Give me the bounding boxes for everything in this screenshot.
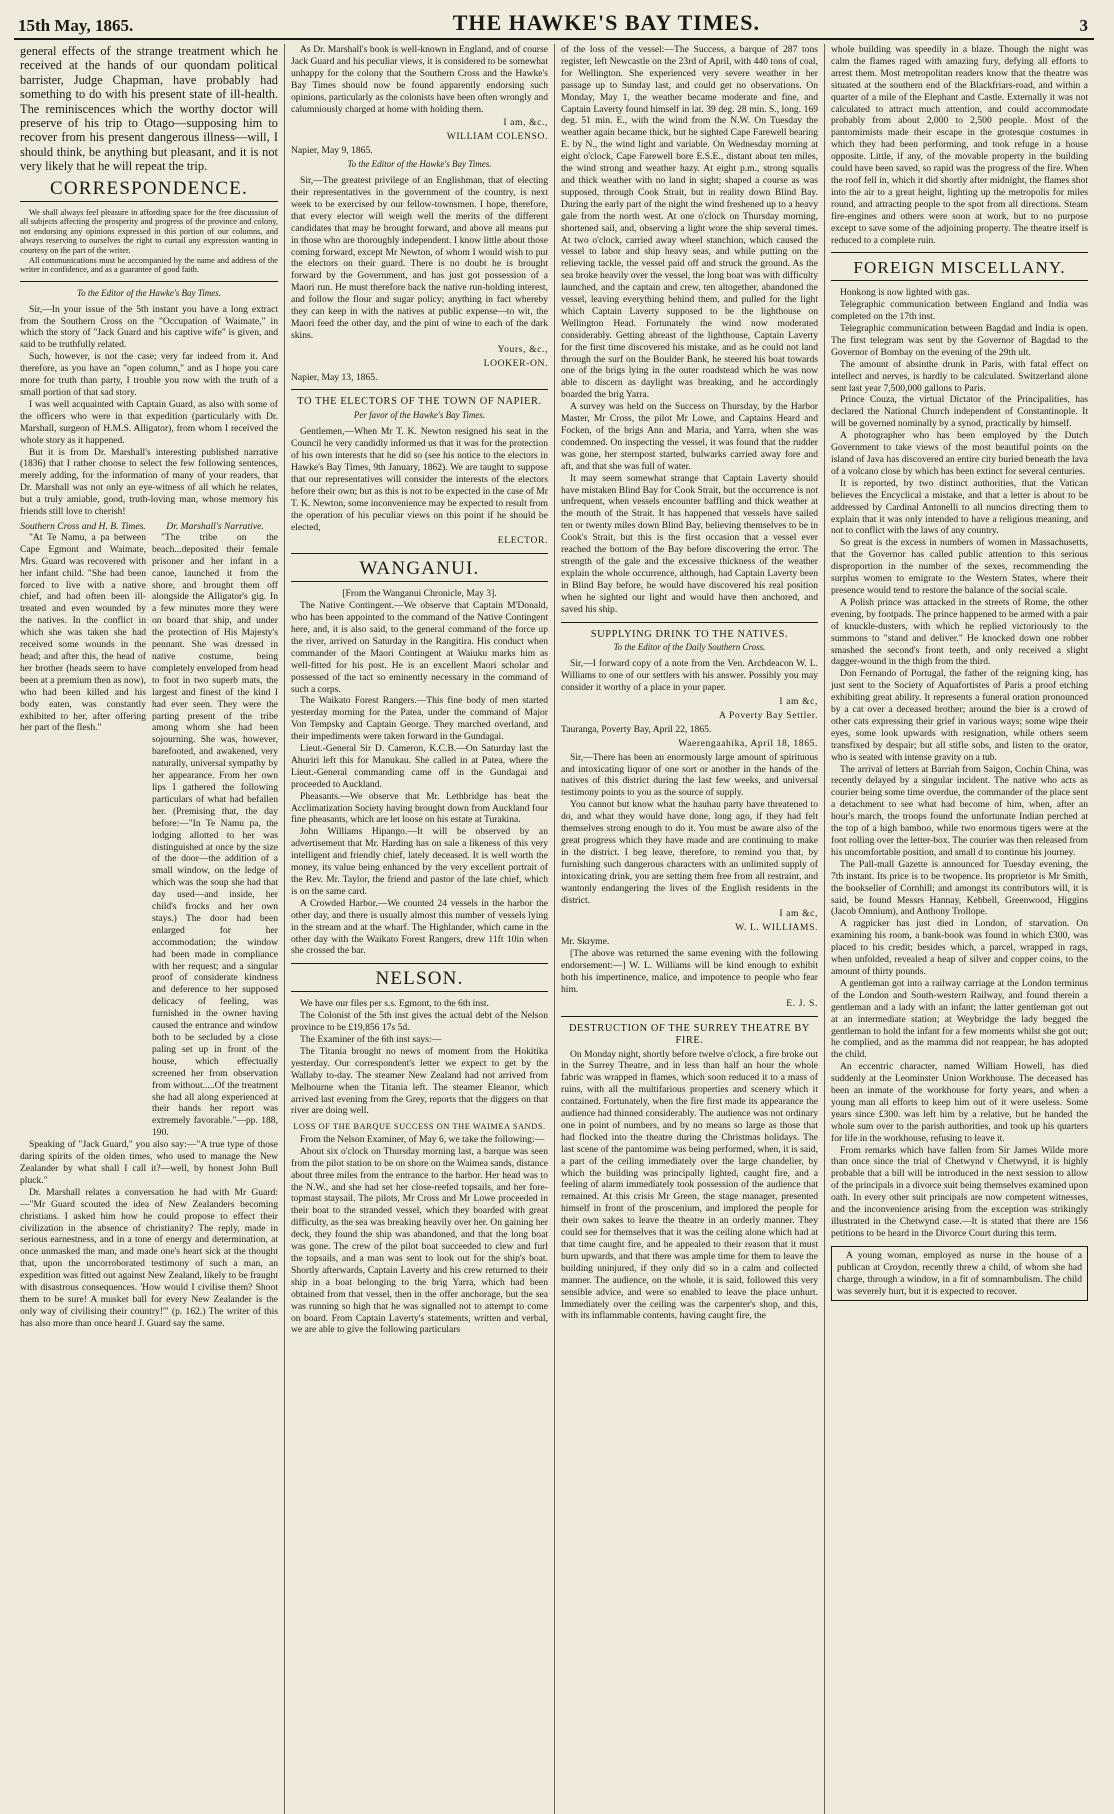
news-item: A Crowded Harbor.—We counted 24 vessels in the harbor the other day, and there is usually almost this number of vessels lying in the stream and at the wharf. The Highlander, which came in the other day with the Waikato Forest Rangers, drew 11ft 10in when she crossed the bar. (291, 897, 548, 957)
loss-heading: LOSS OF THE BARQUE SUCCESS ON THE WAIMEA SANDS. (293, 1122, 546, 1132)
masthead-date: 15th May, 1865. (18, 16, 134, 35)
letter-closing: I am, &c., (503, 117, 548, 129)
divider (561, 622, 818, 623)
letter-address: To the Editor of the Hawke's Bay Times. (347, 159, 492, 170)
nelson-heading: NELSON. (375, 968, 464, 990)
news-item: The Examiner of the 6th inst says:— (300, 1033, 442, 1045)
letter-paragraph: Such, however, is not the case; very far indeed from it. And therefore, as you have an "open column," and as I hope you care more for truth than party, I trouble you now with the truth of a small portion of that sad story. (20, 351, 278, 398)
divider (561, 1016, 818, 1017)
divider (291, 553, 548, 554)
news-item: Pheasants.—We observe that Mr. Lethbridge has beat the Acclimatization Society having brought down from Auckland four fine pheasants, which are let loose on his estate at Turakina. (291, 790, 548, 826)
news-item: From the Nelson Examiner, of May 6, we take the following:— (300, 1133, 545, 1145)
letter-signature: A Poverty Bay Settler. (718, 709, 818, 721)
letter-place-date: Tauranga, Poverty Bay, April 22, 1865. (561, 723, 712, 735)
news-item: A ragpicker has just died in London, of starvation. On examining his room, a bank-book was found in which £300, was placed to his credit; besides which, a parcel, wrapped in rags, when unfolded, revealed a heap of silver and copper coins, to the amount of thirty pounds. (831, 918, 1088, 977)
divider (291, 991, 548, 992)
editorial-notice-2: All communications must be accompanied by the name and address of the writer in confidence, and as a guarantee of good faith. (20, 255, 278, 275)
news-item: Don Fernando of Portugal, the father of the reigning king, has just sent to the Society of Aquafortistes of Paris a proof etching exhibiting great ability. It represents a funeral oration pronounced by a cat over a deceased brother; around the bier is a crowd of other cats expressing their grief in various ways; some wipe their eyes, some look upwards with resignation, while others seem transfixed by despair; but all stifle sobs, and listen to the orator, who is seated with intense gravity on a tub. (831, 668, 1088, 763)
letter-paragraph: As Dr. Marshall's book is well-known in England, and of course Jack Guard and his peculiar views, it is considered to be somewhat unhappy for the colony that the Southern Cross and the Hawke's Bay Times should now be found apparently endorsing such opinions, particularly as the colonists have been often wrongly and calumniously charged at home with holding them. (291, 44, 548, 115)
divider (20, 201, 278, 202)
wanganui-source: [From the Wanganui Chronicle, May 3]. (342, 588, 497, 600)
news-item: The Colonist of the 5th inst gives the actual debt of the Nelson province to be £19,856 17s 5d. (291, 1010, 548, 1034)
news-item: So great is the excess in numbers of women in Massachusetts, that the Governor has called public attention to this serious disproportion in the number of the sexes, recommending the surplus women to emigrate to the Western States, where their presence would tend to restore the balance of the social scale. (831, 537, 1088, 596)
news-item: Honkong is now lighted with gas. (840, 287, 970, 299)
letter-place-date: Napier, May 13, 1865. (291, 371, 378, 383)
news-item: A survey was held on the Success on Thursday, by the Harbor Master, Mr Cross, the pilot Mr Lowe, and Captains Heard and Focken, of the brigs Ann and Maria, and Yarra, when she was condemned. On inspecting the vessel, it was found that the rudder was gone, her sternpost started, bulwarks carried away fore and aft, and that she was full of water. (561, 401, 818, 472)
letter-address: To the Editor of the Daily Southern Cross. (613, 642, 766, 653)
letter-signature: ELECTOR. (497, 535, 548, 547)
electors-paragraph: Gentlemen,—When Mr T. K. Newton resigned his seat in the Council he very candidly informed us that it was for the protection of his own interests that he did so (see his notice to the electors in Hawke's Bay Times, 9th January, 1862). We are taught to suppose that our representatives will consider the interests of the electors before their own; but as this is not to be expected in the case of Mr T. K. Newton, some inconvenience may be expected to result from the operation of his peculiar views on this point if he should be elected, (291, 426, 548, 533)
news-item: The Titania brought no news of moment from the Hokitika yesterday. Our correspondent's letter we expect to get by the Wallaby to-day. The steamer New Zealand had not arrived from Melbourne when the Titania left. The steamer Eleanor, which arrived last evening from the Grey, reports that the diggers on that river are doing well. (291, 1045, 548, 1117)
page-number: 3 (1079, 16, 1088, 35)
news-item: Prince Couza, the virtual Dictator of the Principalities, has declared the National Church independent of Constantinople. It will be governed nominally by a synod, practically by himself. (831, 394, 1088, 430)
news-item: The Native Contingent.—We observe that Captain M'Donald, who has been appointed to the command of the Native Contingent here, and, it is also said, to the general command of the force up the river, arrived on Saturday in the Rangitira. His conduct when commander of the Maori Contingent at Waiuku marks him as well-fitted for his post. He is an excellent Maori scholar and possessed of the tact so eminently necessary in the command of such a corps. (291, 600, 548, 695)
correspondence-heading: CORRESPONDENCE. (50, 177, 248, 199)
letter-signature: WILLIAM COLENSO. (446, 131, 548, 143)
letter-address: To the Editor of the Hawke's Bay Times. (76, 287, 222, 298)
news-item: The Waikato Forest Rangers.—This fine body of men started yesterday morning for the Patea, under the command of Major Von Tempsky and Captain George. They marched overland, and their impediments were taken forward in the Gundagai. (291, 695, 548, 743)
letter-paragraph: Sir,—I forward copy of a note from the Ven. Archdeacon W. L. Williams to one of our settlers with his answer. Possibly you may consider it worthy of a place in your paper. (561, 658, 818, 694)
divider (291, 581, 548, 582)
news-item: A photographer who has been employed by the Dutch Government to take views of the most beautiful points on the island of Java has discovered an entire city buried beneath the lava of a volcano close by which has been extinct for several centuries. (831, 430, 1088, 477)
news-item: We have our files per s.s. Egmont, to the 6th inst. (300, 998, 489, 1010)
wanganui-heading: WANGANUI. (359, 558, 480, 580)
column-4 (824, 44, 1094, 1814)
foreign-heading: FOREIGN MISCELLANY. (853, 258, 1066, 278)
comparison-right-heading: Dr. Marshall's Narrative. (166, 520, 264, 532)
letter-paragraph: Sir,—The greatest privilege of an Englishman, that of electing their representatives in the government of the country, is next week to be exercised by our fellow-townsmen. I hope, therefore, that every elector will weigh well the merits of the different candidates that may be brought forward, and above all means put in those who are thoroughly independent. I know little about those coming forward, except Mr Newton, of whom I would wish to put the electors on their guard. There is no doubt he is brought forward by the Government, and has just got possession of a Maori run. He must therefore back the native run-holding interest, and follow the flour and sugar policy; anything in fact whereby they can keep in with the natives at public expense—to wit, the Maori feed the other day, and the pint of wine to each of the dark skins. (291, 175, 548, 341)
news-item: On Monday night, shortly before twelve o'clock, a fire broke out in the Surrey Theatre, and in less than half an hour the whole fabric was wrapped in flames, which soon reduced it to a mass of ruins, with all the multifarious properties and scenery which it contained. Fortunately, when the fire first made its appearance the audience had thinned considerably. The audience was not ordinary one in point of numbers, and by no means so large as those that had flocked into the theatre during the Christmas holidays. The last scene of the pantomime was being performed, when, it is said, a part of the ceiling immediately over the large chandelier, by which the building was principally lighted, caught fire, and a feeling of alarm immediately took possession of the audience that remained. At this crisis Mr Green, the stage manager, presented himself in front of the proscenium, and implored the people for their own sakes to leave the theatre in an orderly manner. They could see for themselves that it was the ceiling alone which had at that time caught fire, and he appealed to their reason that it must burn upwards, and that there was ample time for them to leave the building uninjured, if they only did so in a calm and collected manner. The audience, on the whole, it is said, followed this very sensible advice, and were so enabled to leave the place unhurt. Immediately over the ceiling was the carpenter's shop, and this, with its inflammable contents, having caught fire, the (561, 1048, 818, 1322)
letter-closing: I am &c, (779, 696, 818, 708)
electors-subheading: Per favor of the Hawke's Bay Times. (353, 410, 486, 421)
letter-paragraph: Sir,—In your issue of the 5th instant you have a long extract from the Southern Cross on the "Occupation of Waimate," in which the story of "Jack Guard and his captive wife" is given, and said to be truthfully related. (20, 303, 278, 351)
masthead (14, 8, 1094, 40)
news-item: Lieut.-General Sir D. Cameron, K.C.B.—On Saturday last the Ahuriri left this for Manukau. She called in at Patea, where the Lieut.-General commanding came off in the Gundagai and proceeded to Auckland. (291, 743, 548, 790)
letter-signature: W. L. WILLIAMS. (735, 922, 818, 934)
news-item: The arrival of letters at Barriah from Saigon, Cochin China, was recently delayed by a singular incident. The native who acts as courier being some time overdue, the commander of the place sent a detachment to see what had become of him, when, after an hour's march, the troops found the unfortunate Indian perched at the top of a high bamboo, while two enormous tigers were at the foot rolling over the letter-box. The courier was then released from his uncomfortable position, and small d to continue his journey. (831, 763, 1088, 858)
letter-paragraph: Dr. Marshall relates a conversation he had with Mr Guard:—"Mr Guard scouted the idea of New Zealanders becoming christians. I asked him how he could propose to effect their civilization in the absence of christianity? The reply, made in serious earnestness, and in a tone of energy and determination, at once unmasked the man, and made one's heart sick at the thought that, upon the uncorroborated testimony of such a man, an expedition was fitted out against New Zealand, likely to be fraught with disastrous consequences. 'How would I civilise them? Shoot them to be sure! A musket ball for every New Zealander is the only way of civilising their country!'" (p. 162.) The writer of this has also more than once heard J. Guard say the same. (20, 1186, 278, 1329)
letter-place-date-2: Waerengaahika, April 18, 1865. (678, 737, 818, 749)
news-item: of the loss of the vessel:—The Success, a barque of 287 tons register, left Newcastle on the 23rd of April, with 440 tons of coal, for Wellington. She experienced very severe weather in her passage up to Sunday last, and could get no observations. On Monday, May 1, the weather became moderate and fine, and Captain Laverty found himself in lat. 39 deg. 28 min. S., long. 169 deg. 51 min. E., with the wind from the N.W. On Tuesday the weather again became thick, but he sighted Cape Farewell bearing E. by N., the wind light and variable. On Wednesday morning at eight o'clock, Cape Farewell bore E.S.E., distant about ten miles, the wind strong and weather hazy. At eight p.m., strong squalls and thick weather with no land in sight; shaped a course as was supposed, through Cook Strait, but in reality down Blind Bay. During the early part of the night the wind freshened up to a heavy gale from the north west. At one o'clock on Thursday morning, shortened sail, and, observing a light wore the ship several times. At two o'clock, carried away wheel stanchion, which caused the vessel to labor and ship heavy seas, and while putting on the relieving tackle, the vessel paid off and struck the ground. As the sea broke heavily over the vessel, the long boat was with difficulty launched, and the captain and crew, ten altogether, abandoned the vessel, leaving everything behind them, and pulled for the light which Captain Laverty supposed to be the lighthouse on Wellington Head. Fortunately the wind now moderated considerably. Getting abreast of the lighthouse, Captain Laverty for the first time discovered his mistake, and as he could not land through the surf on the Boulder Bank, he steered his boat towards one of the brigs lying in the outer roadstead which he was now able to discern as daylight was breaking, and he accordingly boarded the brig Yarra. (561, 44, 818, 401)
electors-heading: TO THE ELECTORS OF THE TOWN OF NAPIER. (297, 396, 542, 408)
news-item: The amount of absinthe drunk in Paris, with fatal effect on intellect and nerves, is hardly to be calculated. Switzerland alone sent last year 7,500,000 gallons to Paris. (831, 358, 1088, 394)
comparison-right-text: "The tribe on the beach...deposited their female prisoner and her infant in a canoe, launched it from the shore, and brought them off alongside the Alligator's gig. In a few minutes more they were on board that ship, and under the protection of His Majesty's pennant. She was dressed in native costume, being completely enveloped from head to foot in two superb mats, the largest and finest of the kind I had ever seen. They were the parting present of the tribe among whom she had been sojourning. She was, however, barefooted, and awakened, very naturally, universal sympathy by her appearance. From her own lips I gathered the following particulars of what had befallen her. (Premising that, the day before:—"In Te Namu pa, the lodging allotted to her was distinguished at once by the size of the door—the addition of a small window, on the ledge of which was the soup she had that day used—and inside, her child's frocks and her own stays.) The door had been enlarged for her accommodation; the window had been made in compliance with her request; and a singular proof of considerate kindness and deference to her supposed delicacy of feeling, was furnished in the owner having caused the entrance and window both to be secluded by a close paling set up in front of the house, which effectually screened her from observation from without.....Of the treatment she had all along experienced at their hands her report was extremely favorable."—pp. 188, 190. (152, 531, 279, 1139)
letter-paragraph: You cannot but know what the hauhau party have threatened to do, and what they would have done, long ago, if they had felt themselves strong enough to do it. You must be aware also of the great progress which they have made and are continuing to make in the district. I beg leave, therefore, to remind you that, by furnishing such dangerous characters with an unlimited supply of intoxicating drink, you are setting them free from all restraint, and wantonly endangering the lives of the English residents in the district. (561, 799, 818, 906)
column-3 (554, 44, 824, 1814)
column-1 (14, 44, 284, 1814)
comparison-left-heading: Southern Cross and H. B. Times. (20, 520, 146, 532)
news-item: A Polish prince was attacked in the streets of Rome, the other evening, by footpads. The prince happened to be armed with a pair of knuckle-dusters, with which he replied victoriously to the summons to "stand and deliver." He knocked down one robber smashed the second's front teeth, and only received a slight dagger-wound in the thigh from the third. (831, 596, 1088, 668)
letter-place-date: Napier, May 9, 1865. (291, 145, 373, 157)
lead-paragraph: general effects of the strange treatment which he received at the hands of our quondam political barrister, Judge Chapman, have probably had something to do with his present state of ill-health. The reminiscences which the worthy doctor will preserve of his trip to Otago—supposing him to recover from his present dangerous illness—will, I should think, be anything but pleasant, and it is not very likely that he will repeat the trip. (20, 44, 278, 174)
comparison-right (152, 521, 278, 1139)
letter-paragraph: Sir,—There has been an enormously large amount of spirituous and intoxicating liquor of one sort or another in the hands of the natives of this district during the last few weeks, and universal testimony points to you as the source of supply. (561, 751, 818, 799)
comparison-columns (20, 521, 278, 1139)
comparison-left-text: "At Te Namu, a pa between Cape Egmont and Waimate, Mrs. Guard was recovered with her infant child. "She had been forced to live with a native chief, and had often been ill-treated and even wounded by the natives. In the conflict in which she was taken she had received some wounds in the head; and after this, the head of her brother (heads seem to have been at a premium then as now), who had been killed and his body eaten, was constantly exhibited to her, after offering her part of the flesh." (20, 531, 146, 734)
divider (831, 280, 1088, 281)
news-item: A gentleman got into a railway carriage at the London terminus of the London and South-western Railway, and found therein a gentleman and a lady with an infant; the latter gentleman got out at an intermediate station; at Weybridge the lady begged the gentleman to hold the infant for a few moments whilst she got out; he complied, and as the mamma did not reappear, he has adopted the child. (831, 977, 1088, 1061)
news-item: From remarks which have fallen from Sir James Wilde more than once since the trial of Chetwynd v Chetwynd, it is highly probable that a bill will be introduced in the next session to allow of the principals in a divorce suit being themselves examined upon oath. In every other suit principals are now competent witnesses, and the inconvenience arising from the exception was strikingly illustrated in the Chetwynd case.—It is stated that there are 156 petitions to be heard in the Divorce Court during this term. (831, 1144, 1088, 1239)
letter-closing: I am &c, (779, 908, 818, 920)
columns (14, 44, 1094, 1814)
letter-recipient: Mr. Skryme. (561, 936, 610, 948)
lead-article (20, 44, 278, 174)
letter-signature: E. J. S. (786, 997, 818, 1009)
surrey-heading: DESTRUCTION OF THE SURREY THEATRE BY FIRE. (568, 1022, 811, 1046)
news-item: It may seem somewhat strange that Captain Laverty should have mistaken Blind Bay for Cook Strait, but the occurrence is not unfrequent, when vessels encounter baffling and thick weather at the mouth of the Strait. It has happened that vessels have sailed ten or twenty miles down Blind Bay, believing themselves to be in Cook's Strait, but this is the first occasion that a vessel ever reached the bottom of the Bay before discovering the error. The strength of the gale and the excessive thickness of the weather explain the whole occurrence, although, had Captain Laverty been in Blind Bay before, he would have discovered his real position when he sighted our light and would have then anchored, and saved his ship. (561, 472, 818, 615)
boxed-text: A young woman, employed as nurse in the house of a publican at Croydon, recently threw a child, of whom she had charge, through a window, in a fit of somnambulism. The child was severely hurt, but it is expected to recover. (837, 1249, 1082, 1297)
news-item: whole building was speedily in a blaze. Though the night was calm the flames raged with amazing fury, defying all efforts to arrest them. Most metropolitan readers know that the theatre was situated at the southern end of the Blackfriars-road, and within a quarter of a mile of the Elephant and Castle. Externally it was not calculated to attract much attention, and could accommodate probably from about 2,000 to 2,500 people. Most of the pantomimists made their escape in the grotesque costumes in which they had been performing, and took refuge in a house opposite. Little, if any, of the movable property in the building could have been saved, so rapid was the progress of the fire. When the roof fell in, which it did shortly after midnight, the flames shot into the air to a great height, lighting up the metropolis for miles round, and attracting people to the spot from all directions. Steam fire-engines and others were soon at work, but to no purpose except to save some of the adjoining property. The theatre itself is reduced to a complete ruin. (831, 44, 1088, 246)
letter-closing: Yours, &c., (497, 343, 548, 355)
comparison-left (20, 521, 146, 1139)
news-item: An eccentric character, named William Howell, has died suddenly at the Leominster Union Workhouse. The deceased has been an inmate of the workhouse for forty years, and when a young man all efforts to keep him out of it were useless. Some years since £300. was left him by a relative, but he handed the whole sum over to the parish authorities, and took up his quarters for life in the workhouse, refusing to leave it. (831, 1061, 1088, 1144)
news-item: The Pall-mall Gazette is announced for Tuesday evening, the 7th instant. Its price is to be twopence. Its proprietor is Mr Smith, the bookseller of Cornhill; and amongst its contributors will, it is said, be found Messrs Hannay, Kebbell, Greenwood, Higgins (Jacob Omnium), and Anthony Trollope. (831, 858, 1088, 918)
column-2 (284, 44, 554, 1814)
editorial-notice: We shall always feel pleasure in affording space for the free discussion of all subjects affecting the prosperity and progress of the province and colony, not endorsing any opinions expressed in this portion of our columns, and always reserving to ourselves the right to curtail any expression wanting in courtesy on the part of the writer. (20, 207, 278, 255)
news-item: Telegraphic communication between Bagdad and India is open. The first telegram was sent by the Governor of Bagdad to the Governor of Bombay on the evening of the 29th ult. (831, 323, 1088, 358)
masthead-title: THE HAWKE'S BAY TIMES. (452, 10, 760, 35)
divider (291, 389, 548, 390)
news-item: Telegraphic communication between England and India was completed on the 17th inst. (831, 299, 1088, 323)
divider (831, 252, 1088, 253)
boxed-item (831, 1246, 1088, 1302)
divider (291, 963, 548, 964)
letter-paragraph: I was well acquainted with Captain Guard, as also with some of the officers who were in that expedition (particularly with Dr. Marshall, surgeon of H.M.S. Alligator), from whom I received the whole story as it happened. (20, 398, 278, 446)
news-item: It is reported, by two distinct authorities, that the Vatican believes the Encyclical a mistake, and that a letter is about to be addressed by Cardinal Antonelli to all nuncios directing them to explain that it was only intended to have a religious meaning, and not to conflict with the laws of any country. (831, 477, 1088, 537)
news-item: John Williams Hipango.—It will be observed by an advertisement that Mr. Harding has on sale a likeness of this very intelligent and friendly chief, lately deceased. It is well worth the money, its value being enhanced by the very excellent portrait of the Rev. Mr. Taylor, the friend and pastor of the late chief, which is on the same card. (291, 826, 548, 897)
news-item: About six o'clock on Thursday morning last, a barque was seen from the pilot station to be on shore on the Waimea sands, distance about three miles from the entrance to the harbor. Her head was to the N.W., and she had set her close-reefed topsails, and her fore-topmast staysail. The pilots, Mr Cross and Mr Lowe proceeded in their boat to the stranded vessel, which they boarded with great difficulty, as the sea was breaking heavily over her. On gaining her deck, they found the ship was abandoned, and that the long boat was gone. The crew of the pilot boat succeeded to clew and furl the topsails, and a man was sent to look out for the ship's boat. Shortly afterwards, Captain Laverty and his crew returned to their ship in a boat belonging to the brig Yarra, which had been obtained from that vessel, then in the offer anchorage, but the sea was running so high that he was signalled not to attempt to come on board. From Captain Laverty's statements, written and verbal, we are able to give the following particulars (291, 1145, 548, 1336)
supply-heading: SUPPLYING DRINK TO THE NATIVES. (590, 628, 789, 640)
letter-paragraph: But it is from Dr. Marshall's interesting published narrative (1836) that I rather choose to select the few following sentences, merely adding, for the information of many of your readers, that Dr. Marshall was not only an eye-witness of all which he relates, but a truly amiable, good, truth-loving man, whose memory his friends still love to cherish! (20, 446, 278, 518)
divider (20, 281, 278, 282)
letter-paragraph: [The above was returned the same evening with the following endorsement:—] W. L. Williams will be kind enough to exhibit both his impertinence, malice, and impotence to people who fear him. (561, 948, 818, 995)
letter-paragraph: Speaking of "Jack Guard," you also say:—"A true type of those daring spirits of the olden times, who used to manage the New Zealander by what shall I call it?—well, by honest John Bull pluck." (20, 1139, 278, 1186)
letter-signature: LOOKER-ON. (483, 357, 548, 369)
